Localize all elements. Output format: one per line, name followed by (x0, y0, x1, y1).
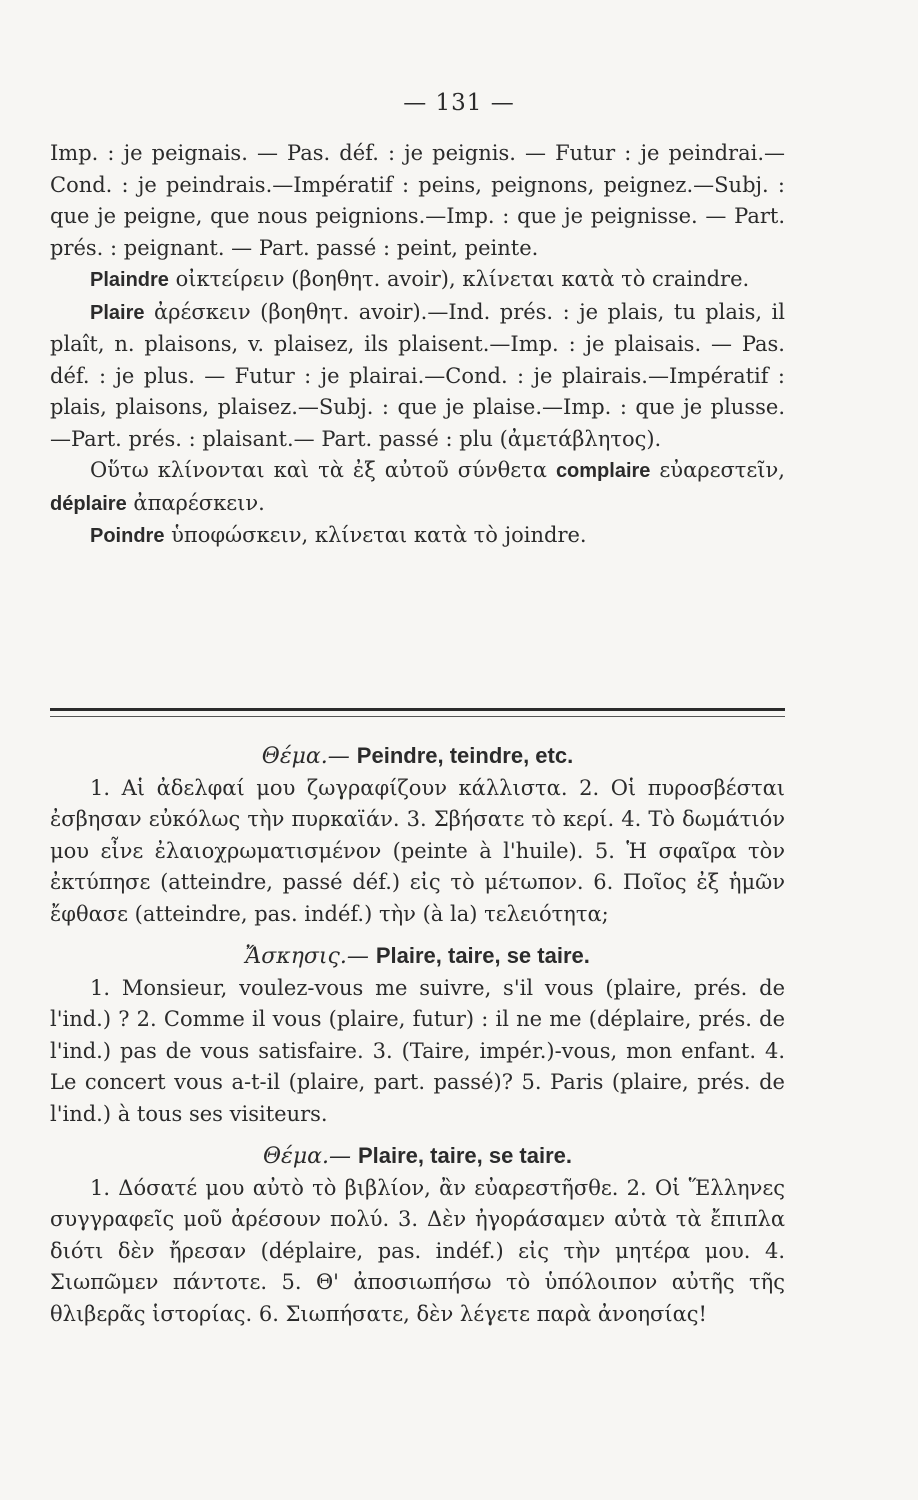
peindre-conjugation: Imp. : je peignais. — Pas. déf. : je peignis. — Futur : je peindrai.—Cond. : je peindrais.—Impératif : peins, peignons, peignez.—Subj. : que je peigne, que nous peignions.—Imp. : que je peignisse. — Part. prés. : peignant. — Part. passé : peint, peinte. (50, 141, 785, 260)
poindre-entry (50, 520, 785, 553)
exercise-text-3: 1. Δόσατέ μου αὐτὸ τὸ βιβλίον, ἂν εὐαρεστῆσθε. 2. Οἱ Ἕλληνες συγγραφεῖς μοῦ ἀρέσουν πολύ. 3. Δὲν ἠγοράσαμεν αὐτὰ τὰ ἔπιπλα διότι δὲν ἤρεσαν (déplaire, pas. indéf.) εἰς τὴν μητέρα μου. 4. Σιωπῶμεν πάντοτε. 5. Θ' ἀποσιωπήσω τὸ ὑπόλοιπον αὐτῆς τῆς θλιβερᾶς ἱστορίας. 6. Σιωπήσατε, δὲν λέγετε παρὰ ἀνοησίας! (50, 1175, 785, 1326)
page-number: — 131 — (403, 90, 515, 116)
section-title-3 (50, 1140, 785, 1173)
section-label-title: Plaire, taire, se taire. (357, 1143, 573, 1168)
poindre-text: ὑποφώσκειν, κλίνεται κατὰ τὸ joindre. (171, 523, 587, 547)
section-divider (50, 708, 785, 711)
exercise-text-1: 1. Αἱ ἀδελφαί μου ζωγραφίζουν κάλλιστα. 2. Οἱ πυροσβέσται ἐσβησαν εὐκόλως τὴν πυρκαϊάν. 3. Σβήσατε τὸ κερί. 4. Τὸ δωμάτιόν μου εἶνε ἐλαιοχρωματισμένον (peinte à l'huile). 5. Ἡ σφαῖρα τὸν ἐκτύπησε (atteindre, passé déf.) εἰς τὸ μέτωπον. 6. Ποῖος ἐξ ἡμῶν ἔφθασε (atteindre, pas. indéf.) τὴν (à la) τελειότητα; (50, 775, 785, 926)
plaire-keyword: Plaire (90, 301, 145, 324)
exercises (50, 740, 785, 1330)
compounds-entry (50, 455, 785, 520)
deplaire-text: ἀπαρέσκειν. (133, 490, 265, 515)
plaindre-text: οἰκτείρειν (βοηθητ. avoir), κλίνεται κατὰ τὸ craindre. (175, 267, 750, 291)
section-title-1 (50, 740, 785, 773)
plaire-entry (50, 297, 785, 456)
section-label-greek: Ἄσκησις.— (245, 944, 369, 969)
deplaire-keyword: déplaire (50, 492, 127, 515)
section-label-greek: Θέμα.— (262, 1144, 351, 1169)
complaire-keyword: complaire (555, 460, 651, 482)
section-label-greek: Θέμα.— (261, 744, 350, 769)
compounds-intro: Οὕτω κλίνονται καὶ τὰ ἐξ αὐτοῦ σύνθετα (90, 458, 547, 482)
poindre-keyword: Poindre (90, 525, 165, 547)
plaire-text: ἀρέσκειν (βοηθητ. avoir).—Ind. prés. : je plais, tu plais, il plaît, n. plaisons, v. plaisez, ils plaisent.—Imp. : je plaisais. — Pas. déf. : je plus. — Futur : je plairai.—Cond. : je plairais.—Impératif : plais, plaisons, plaisez.—Subj. : que je plaise.—Imp. : que je plusse.—Part. prés. : plaisant.— Part. passé : plu (ἀμετάβλητος). (50, 299, 785, 451)
plaindre-keyword: Plaindre (90, 269, 169, 291)
plaindre-entry (50, 264, 785, 297)
section-label-title: Plaire, taire, se taire. (375, 943, 590, 968)
complaire-text: εὐαρεστεῖν, (659, 458, 785, 482)
exercise-text-2: 1. Monsieur, voulez-vous me suivre, s'il vous (plaire, prés. de l'ind.) ? 2. Comme il vous (plaire, futur) : il ne me (déplaire, prés. de l'ind.) pas de vous satisfaire. 3. (Taire, impér.)-vous, mon enfant. 4. Le concert vous a-t-il (plaire, part. passé)? 5. Paris (plaire, prés. de l'ind.) à tous ses visiteurs. (50, 975, 785, 1126)
section-title-2 (50, 940, 785, 973)
conjugation-text (50, 138, 785, 553)
section-label-title: Peindre, teindre, etc. (356, 743, 574, 768)
